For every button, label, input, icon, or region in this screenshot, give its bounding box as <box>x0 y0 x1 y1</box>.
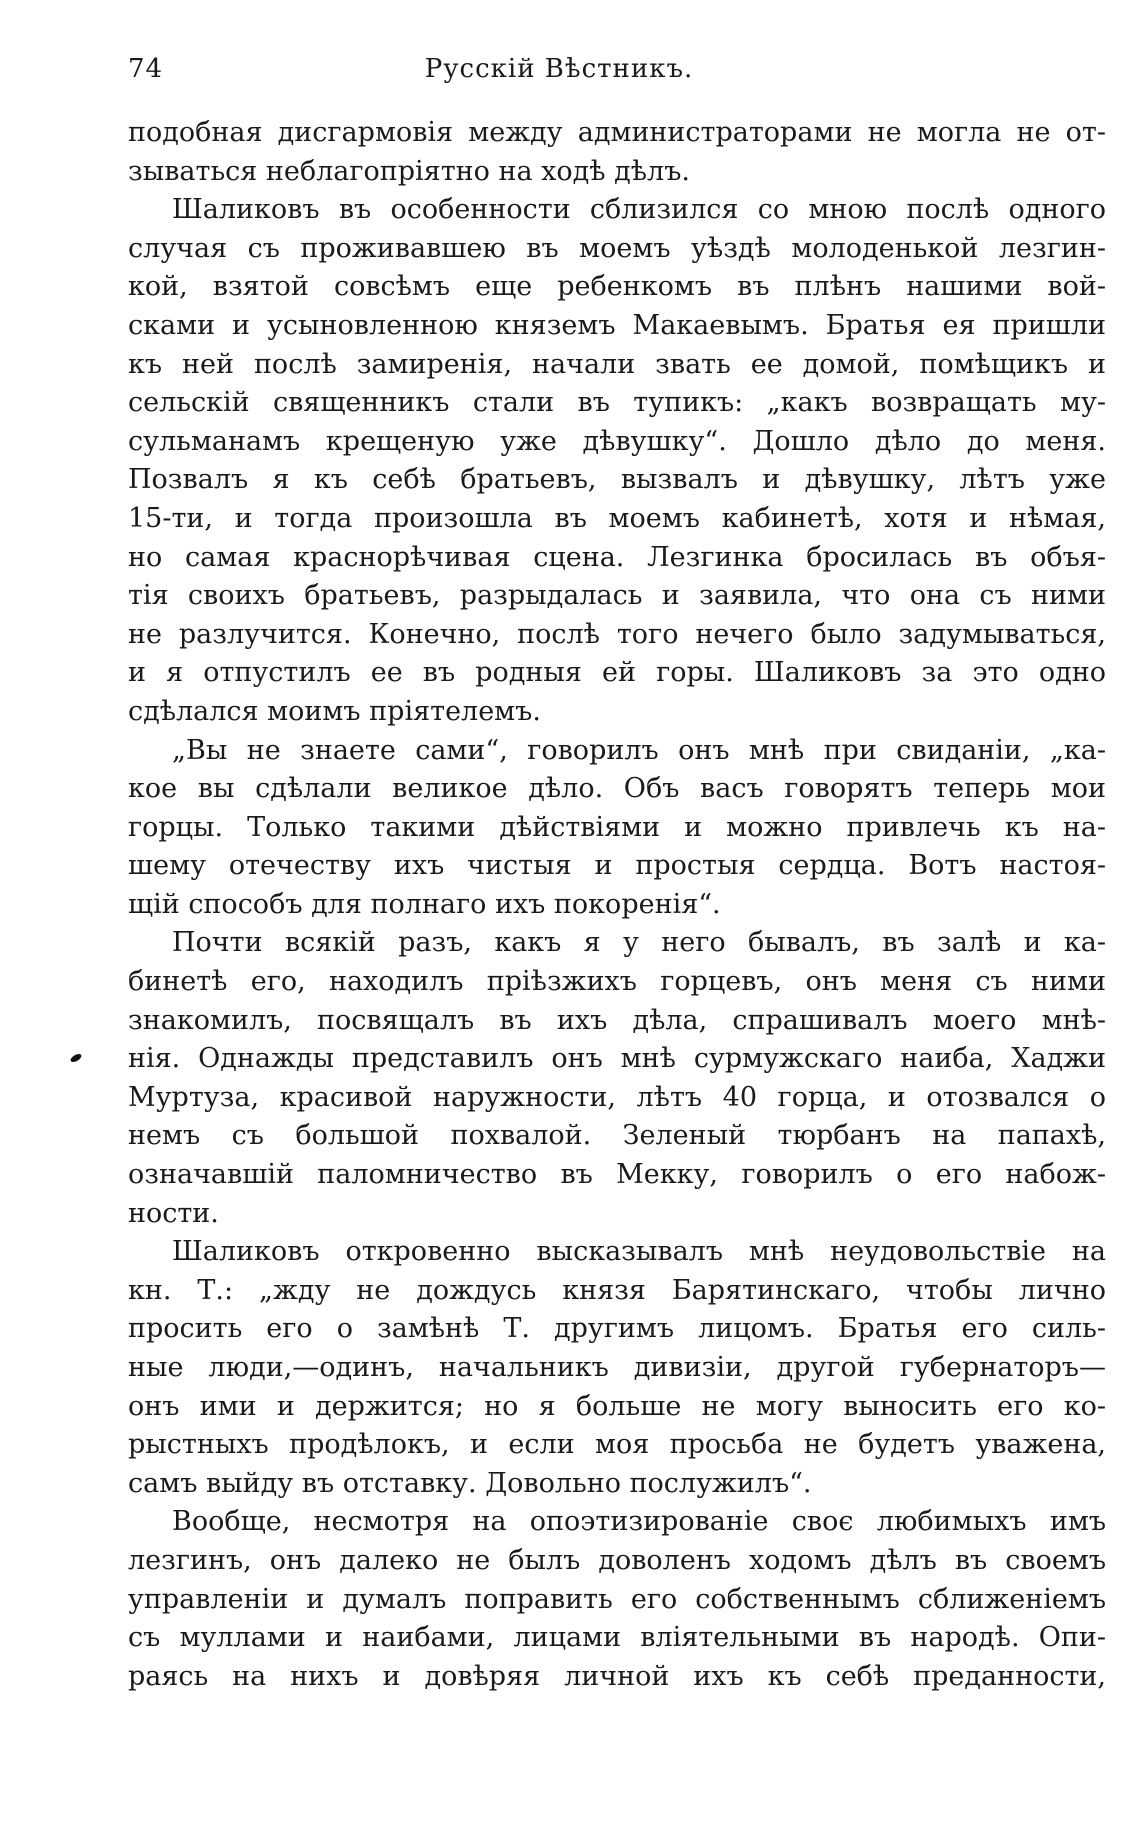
text-line: щій способъ для полнаго ихъ покоренія“. <box>128 888 721 920</box>
text-line: рыстныхъ продѣлокъ, и если моя просьба не будетъ уважена, <box>128 1429 1106 1461</box>
text-line: Шаликовъ откровенно высказывалъ мнѣ неудовольствіе на <box>172 1236 1106 1268</box>
text-line: бинетѣ его, находилъ пріѣзжихъ горцевъ, онъ меня съ ними <box>128 966 1106 998</box>
text-line: сками и усыновленною княземъ Макаевымъ. Братья ея пришли <box>128 309 1106 341</box>
text-line: сельскій священникъ стали въ тупикъ: „какъ возвращать му- <box>128 387 1106 419</box>
text-line: ности. <box>128 1197 219 1229</box>
text-line: кой, взятой совсѣмъ еще ребенкомъ въ плѣнъ нашими вой- <box>128 271 1106 303</box>
text-line: раясь на нихъ и довѣряя личной ихъ къ себѣ преданности, <box>128 1660 1106 1692</box>
text-line: но самая краснорѣчивая сцена. Лезгинка бросилась въ объя- <box>128 541 1106 573</box>
text-line: нія. Однажды представилъ онъ мнѣ сурмужскаго наиба, Хаджи <box>128 1043 1106 1075</box>
text-line: Позвалъ я къ себѣ братьевъ, вызвалъ и дѣвушку, лѣтъ уже <box>128 464 1106 496</box>
text-line: кое вы сдѣлали великое дѣло. Объ васъ говорятъ теперь мои <box>128 773 1106 805</box>
text-line: лезгинъ, онъ далеко не былъ доволенъ ходомъ дѣлъ въ своемъ <box>128 1544 1106 1576</box>
text-line: самъ выйду въ отставку. Довольно послужилъ“. <box>128 1467 812 1499</box>
margin-ink-mark <box>69 1052 82 1063</box>
text-line: кн. Т.: „жду не дождусь князя Барятинскаго, чтобы лично <box>128 1274 1106 1306</box>
text-line: сдѣлался моимъ пріятелемъ. <box>128 695 541 727</box>
text-line: онъ ими и держится; но я больше не могу выносить его ко- <box>128 1390 1106 1422</box>
text-line: и я отпустилъ ее въ родныя ей горы. Шаликовъ за это одно <box>128 657 1106 689</box>
text-line: Шаликовъ въ особенности сблизился со мною послѣ одного <box>172 194 1106 226</box>
text-line: 15-ти, и тогда произошла въ моемъ кабинетѣ, хотя и нѣмая, <box>128 502 1106 534</box>
running-title: Русскій Вѣстникъ. <box>424 54 694 84</box>
text-line: зываться неблагопріятно на ходѣ дѣлъ. <box>128 155 690 187</box>
text-line: къ ней послѣ замиренія, начали звать ее домой, помѣщикъ и <box>128 348 1106 380</box>
text-line: случая съ проживавшею въ моемъ уѣздѣ молоденькой лезгин- <box>128 232 1106 264</box>
text-line: не разлучится. Конечно, послѣ того нечего было задумываться, <box>128 618 1106 650</box>
text-line: ные люди,—одинъ, начальникъ дивизіи, другой губернаторъ— <box>128 1352 1106 1383</box>
text-line: горцы. Только такими дѣйствіями и можно привлечь къ на- <box>128 811 1106 843</box>
page-number: 74 <box>128 54 164 84</box>
text-line: означавшій паломничество въ Мекку, говорилъ о его набож- <box>128 1159 1106 1191</box>
text-line: Почти всякій разъ, какъ я у него бывалъ, въ залѣ и ка- <box>172 927 1106 959</box>
text-line: „Вы не знаете сами“, говорилъ онъ мнѣ при свиданіи, „ка- <box>172 734 1106 766</box>
text-line: немъ съ большой похвалой. Зеленый тюрбанъ на папахѣ, <box>128 1120 1106 1152</box>
text-line: шему отечеству ихъ чистыя и простыя сердца. Вотъ настоя- <box>128 850 1106 882</box>
text-line: тія своихъ братьевъ, разрыдалась и заявила, что она съ ними <box>128 580 1106 612</box>
text-line: Муртуза, красивой наружности, лѣтъ 40 горца, и отозвался о <box>128 1081 1106 1113</box>
text-line: просить его о замѣнѣ Т. другимъ лицомъ. Братья его силь- <box>128 1313 1106 1345</box>
text-line: подобная дисгармовія между администраторами не могла не от- <box>128 117 1106 148</box>
text-line: съ муллами и наибами, лицами вліятельными въ народѣ. Опи- <box>128 1622 1106 1654</box>
text-line: сульманамъ крещеную уже дѣвушку“. Дошло дѣло до меня. <box>128 425 1106 457</box>
text-line: управленіи и думалъ поправить его собственнымъ сближеніемъ <box>128 1583 1106 1615</box>
body-text <box>128 114 1106 1696</box>
page-header <box>128 54 990 94</box>
text-line: Вообще, несмотря на опоэтизированіе своє любимыхъ имъ <box>172 1506 1106 1538</box>
text-line: знакомилъ, посвящалъ въ ихъ дѣла, спрашивалъ моего мнѣ- <box>128 1004 1106 1036</box>
